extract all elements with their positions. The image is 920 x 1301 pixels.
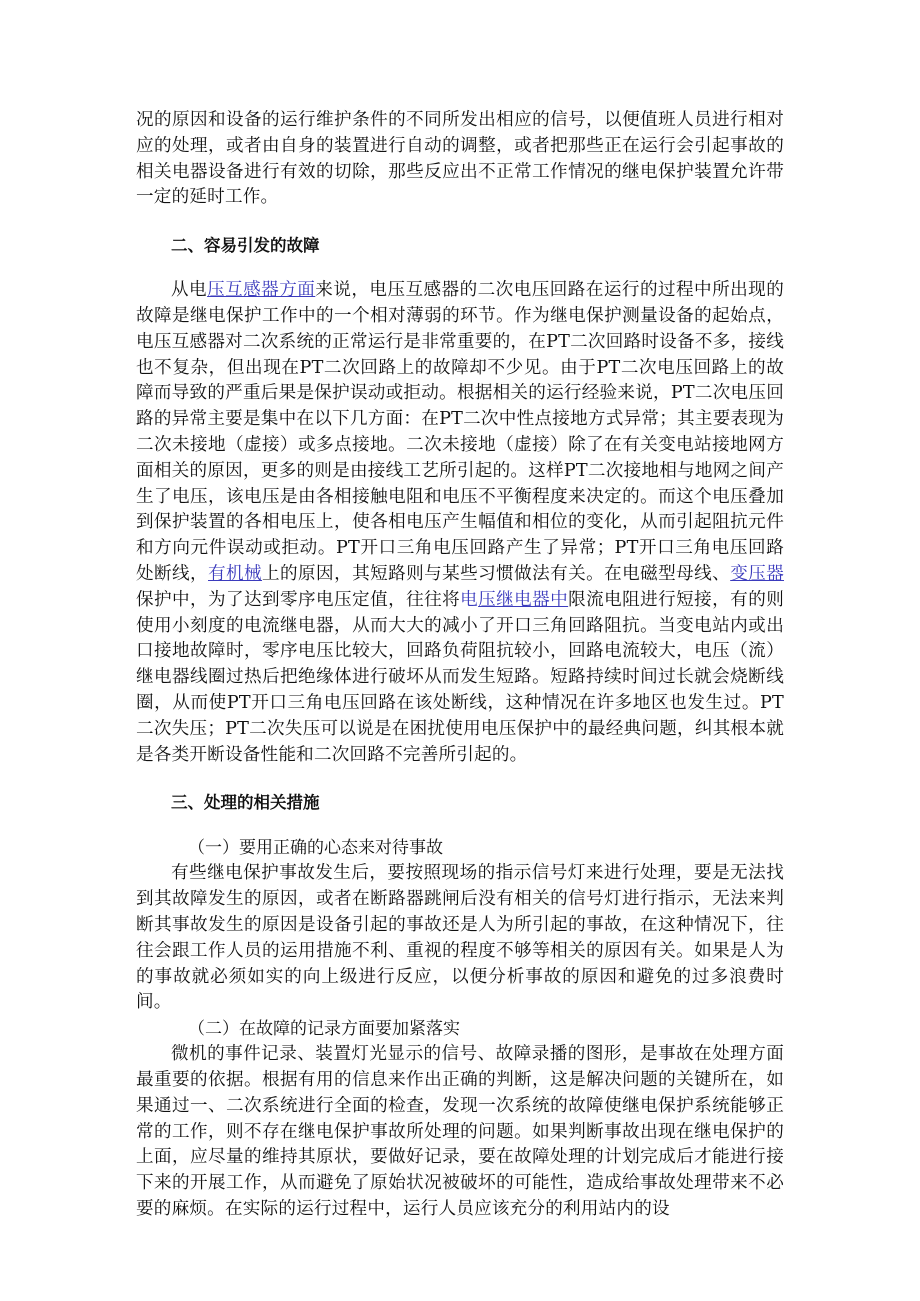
attitude-paragraph: 有些继电保护事故发生后，要按照现场的指示信号灯来进行处理，要是无法找到其故障发生的原因，或者在断路器跳闸后没有相关的信号灯进行指示，无法来判断其事故发生的原因是设备引起的事故还是人为所引起的事故，在这种情况下，往往会跟工作人员的运用措施不利、重视的程度不够等相关的原因有关。如果是人为的事故就必须如实的向上级进行反应，以便分析事故的原因和避免的过多浪费时间。	[136, 863, 784, 1013]
link-voltage-relay[interactable]: 压继电器中	[478, 589, 569, 610]
document-page	[136, 108, 784, 1223]
subheading-records: （二）在故障的记录方面要加紧落实	[188, 1019, 460, 1040]
spacer	[136, 815, 784, 835]
intro-paragraph: 况的原因和设备的运行维护条件的不同所发出相应的信号，以便值班人员进行相对应的处理，或者由自身的装置进行自动的调整，或者把那些正在运行会引起事故的相关电器设备进行有效的切除，那些反应出不正常工作情况的继电保护装置允许带一定的延时工作。	[136, 110, 784, 208]
section-heading-measures: 三、处理的相关措施	[171, 793, 320, 813]
spacer	[136, 768, 784, 790]
link-machinery[interactable]: 有机械	[208, 563, 263, 584]
records-paragraph: 微机的事件记录、装置灯光显示的信号、故障录播的图形，是事故在处理方面最重要的依据。根据有用的信息来作出正确的判断，这是解决问题的关键所在，如果通过一、二次系统进行全面的检查，发现一次系统的故障使继电保护系统能够正常的工作，则不存在继电保护事故所处理的问题。如果判断事故出现在继电保护的上面，应尽量的维持其原状，要做好记录，要在故障处理的计划完成后才能进行接下来的开展工作，从而避免了原始状况被破坏的可能性，造成给事故处理带来不必要的麻烦。在实际的运行过程中，运行人员应该充分的利用站内的设	[136, 1044, 784, 1219]
spacer	[136, 258, 784, 278]
faults-paragraph	[136, 278, 784, 768]
link-voltage-relay-start[interactable]: 电	[460, 589, 479, 610]
text-run: 从电	[171, 280, 208, 301]
text-run: 限流电阻进行短接，有的则使用小刻度的电流继电器，从而大大的减小了开口三角回路阻抗。当变电站内或出口接地故障时，零序电压比较大，回路负荷阻抗较小，回路电流较大，电压（流）继电器线圈过热后把绝缘体进行破坏从而发生短路。短路持续时间过长就会烧断线圈，从而使PT开口三角电压回路在该处断线，这种情况在许多地区也发生过。PT二次失压；PT二次失压可以说是在困扰使用电压保护中的最经典问题，纠其根本就是各类开断设备性能和二次回路不完善所引起的。	[136, 589, 784, 765]
text-run: 上的原因，其短路则与某些习惯做法有关。在电磁型母线、	[262, 563, 731, 584]
spacer	[136, 211, 784, 233]
section-heading-faults: 二、容易引发的故障	[171, 236, 320, 256]
text-run: 来说，电压互感器的二次电压回路在运行的过程中所出现的故障是继电保护工作中的一个相对薄弱的环节。作为继电保护测量设备的起始点，电压互感器对二次系统的正常运行是非常重要的，在PT二次回路时设备不多，接线也不复杂，但出现在PT二次回路上的故障却不少见。由于PT二次电压回路上的故障而导致的严重后果是保护误动或拒动。根据相关的运行经验来说，PT二次电压回路的异常主要是集中在以下几方面：在PT二次中性点接地方式异常；其主要表现为二次未接地（虚接）或多点接地。二次未接地（虚接）除了在有关变电站接地网方面相关的原因，更多的则是由接线工艺所引起的。这样PT二次接地相与地网之间产生了电压，该电压是由各相接触电阻和电压不平衡程度来决定的。而这个电压叠加到保护装置的各相电压上，使各相电压产生幅值和相位的变化，从而引起阻抗元件和方向元件误动或拒动。PT开口三角电压回路产生了异常；PT开口三角电压回路处断线，	[136, 280, 784, 584]
text-run: 保护中，为了达到零序电压定值，往往将	[136, 589, 461, 610]
subheading-attitude: （一）要用正确的心态来对待事故	[188, 838, 443, 859]
link-transformer[interactable]: 变压器	[730, 563, 784, 584]
link-voltage-transformer[interactable]: 压互感器方面	[207, 280, 316, 301]
